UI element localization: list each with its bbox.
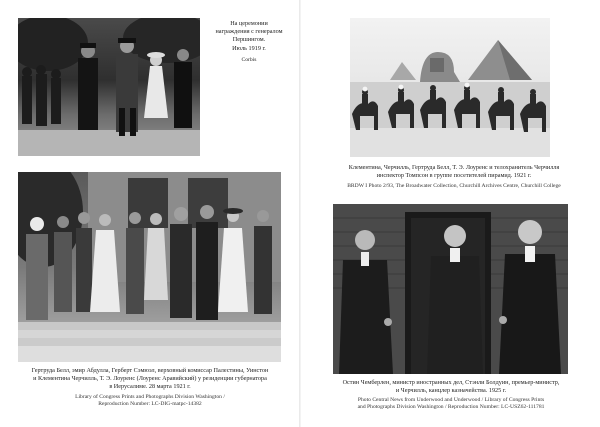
caption-line: Клементина, Черчилль, Гертруда Белл, Т. Э. Лоуренс и телохранитель Черчилля инспектор Томпсон в группе посетителей пирамид. 1921 г. [348,164,560,179]
page-gutter [299,0,301,427]
photo-pershing-caption [214,20,284,64]
photo-pershing-ceremony-image [18,18,200,156]
caption-line: Июль 1919 г. [232,44,266,52]
credit-line: Reproduction Number: LC-DIG-matpc-14382 [98,401,202,408]
photo-chamberlain-baldwin-churchill [333,204,568,374]
photo-jerusalem-group-image [18,172,281,362]
photo-jerusalem-group [18,172,281,362]
photo-chamberlain-caption [326,379,576,395]
photo-chamberlain-credit [326,397,576,412]
credit-line: Photo Central News from Underwood and Underwood / Library of Congress Prints [357,397,545,403]
caption-line: На церемонии [230,20,268,27]
photo-pyramids-caption [336,164,572,180]
photo-pyramids-image [350,18,550,157]
photo-pyramids-credit [334,183,574,190]
caption-line: и Черчилль, канцлер казначейства. 1925 г. [395,387,507,394]
photo-pyramids [350,18,550,157]
credit-line: Library of Congress Prints and Photographs Division Washington / [75,394,225,400]
caption-line: награждения с генералом [215,28,283,36]
photo-jerusalem-caption [14,367,286,391]
photo-jerusalem-credit [14,394,286,409]
caption-line: Першингом. [232,36,266,44]
credit-line: BRDW I Photo 2/93, The Broadwater Collection, Churchill Archives Centre, Churchill College [347,183,561,189]
photo-pershing-ceremony [18,18,200,156]
caption-line: в Иерусалиме. 28 марта 1921 г. [109,383,191,390]
caption-line: Гертруда Белл, эмир Абдулла, Герберт Сэмюэл, верховный комиссар Палестины, Уинстон [31,367,269,374]
caption-line: и Клементина Черчилль, Т. Э. Лоуренс (Лоуренс Аравийский) у резиденции губернатора [33,375,267,382]
caption-line: Остин Чемберлен, министр иностранных дел, Стэнли Болдуин, премьер-министр, [342,379,560,386]
credit-line: and Photographs Division Washington / Reproduction Number: LC-USZ62-111781 [357,404,545,411]
photo-pershing-credit: Corbis [241,56,257,63]
photo-chamberlain-image [333,204,568,374]
